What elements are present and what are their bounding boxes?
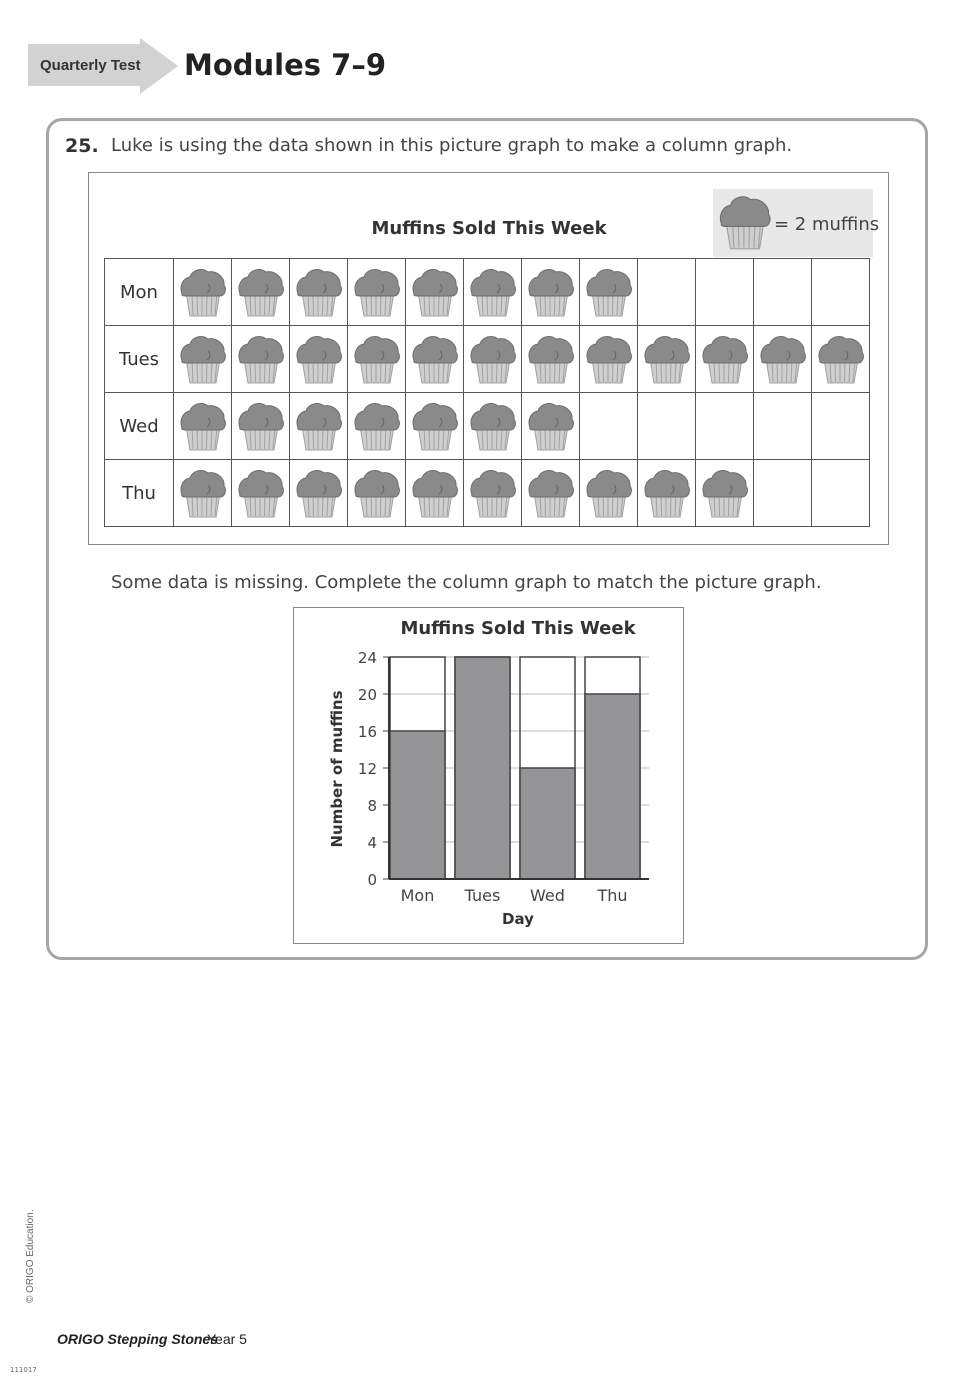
picture-graph-cell: [464, 393, 522, 460]
muffin-icon: [816, 333, 866, 385]
muffin-icon: [700, 333, 750, 385]
picture-graph-cell: [696, 460, 754, 527]
picture-graph-cell: [522, 393, 580, 460]
muffin-icon: [584, 333, 634, 385]
column-graph: [293, 607, 684, 944]
picture-graph-cell: [290, 259, 348, 326]
question-number: 25.: [65, 135, 99, 157]
picture-graph-cell: [580, 259, 638, 326]
picture-graph-day-label: Wed: [105, 393, 174, 460]
picture-graph-cell: [522, 460, 580, 527]
picture-graph-cell: [406, 326, 464, 393]
muffin-icon: [584, 467, 634, 519]
picture-graph-cell: [232, 259, 290, 326]
picture-graph-cell: [406, 259, 464, 326]
picture-graph-cell: [348, 393, 406, 460]
muffin-icon: [468, 266, 518, 318]
footer-year: Year 5: [207, 1331, 247, 1347]
muffin-icon: [526, 467, 576, 519]
muffin-icon: [178, 266, 228, 318]
picture-graph-cell: [812, 259, 870, 326]
picture-graph-cell: [754, 259, 812, 326]
page-title: Modules 7–9: [184, 48, 387, 82]
picture-graph-cell: [232, 393, 290, 460]
x-axis-label: Day: [502, 910, 534, 928]
picture-graph-row: [105, 393, 870, 460]
muffin-icon: [236, 467, 286, 519]
picture-graph-cell: [580, 460, 638, 527]
muffin-icon: [468, 467, 518, 519]
footer-brand: ORIGO Stepping Stones: [57, 1331, 219, 1347]
picture-graph-cell: [638, 259, 696, 326]
muffin-icon: [178, 467, 228, 519]
bar-tues: [455, 657, 510, 879]
y-tick-label: 8: [367, 797, 377, 815]
picture-graph-day-label: Mon: [105, 259, 174, 326]
muffin-icon: [294, 266, 344, 318]
page-code: 111017: [10, 1366, 37, 1374]
muffin-icon: [642, 333, 692, 385]
picture-graph-day-label: Thu: [105, 460, 174, 527]
muffin-icon: [468, 333, 518, 385]
picture-graph-row: [105, 259, 870, 326]
picture-graph-cell: [696, 259, 754, 326]
x-tick-label: Tues: [464, 886, 501, 905]
muffin-icon: [294, 333, 344, 385]
muffin-icon: [526, 333, 576, 385]
picture-graph-cell: [348, 326, 406, 393]
picture-graph-cell: [522, 259, 580, 326]
muffin-icon: [642, 467, 692, 519]
muffin-icon: [294, 400, 344, 452]
muffin-icon: [178, 333, 228, 385]
muffin-icon: [236, 400, 286, 452]
picture-graph-cell: [812, 326, 870, 393]
y-tick-label: 0: [367, 871, 377, 889]
picture-graph-cell: [464, 259, 522, 326]
muffin-icon: [526, 400, 576, 452]
question-text: Luke is using the data shown in this picture graph to make a column graph.: [111, 135, 793, 156]
picture-graph-day-label: Tues: [105, 326, 174, 393]
muffin-icon: [352, 266, 402, 318]
muffin-icon: [526, 266, 576, 318]
y-tick-label: 16: [357, 723, 377, 741]
muffin-icon: [410, 333, 460, 385]
picture-graph-cell: [406, 393, 464, 460]
picture-graph-cell: [580, 326, 638, 393]
picture-graph-cell: [290, 326, 348, 393]
muffin-icon: [236, 333, 286, 385]
x-tick-label: Wed: [530, 886, 565, 905]
picture-graph-cell: [812, 393, 870, 460]
muffin-icon: [700, 467, 750, 519]
picture-graph-row: [105, 326, 870, 393]
muffin-icon: [410, 467, 460, 519]
picture-graph-cell: [174, 460, 232, 527]
muffin-icon: [236, 266, 286, 318]
picture-graph-row: [105, 460, 870, 527]
muffin-icon: [717, 193, 773, 251]
picture-graph-cell: [696, 393, 754, 460]
picture-graph-cell: [580, 393, 638, 460]
muffin-icon: [352, 467, 402, 519]
muffin-icon: [758, 333, 808, 385]
picture-graph-cell: [174, 326, 232, 393]
copyright-notice: © ORIGO Education.: [25, 1209, 36, 1303]
y-axis-label: Number of muffins: [328, 690, 346, 848]
picture-graph-cell: [812, 460, 870, 527]
picture-graph-cell: [754, 326, 812, 393]
muffin-icon: [584, 266, 634, 318]
picture-graph-cell: [232, 326, 290, 393]
picture-graph-cell: [406, 460, 464, 527]
badge-label: Quarterly Test: [40, 57, 141, 74]
picture-graph-cell: [174, 393, 232, 460]
picture-graph-cell: [464, 460, 522, 527]
picture-graph-cell: [638, 460, 696, 527]
muffin-icon: [352, 333, 402, 385]
picture-graph-cell: [696, 326, 754, 393]
bar-mon: [390, 731, 445, 879]
y-tick-label: 12: [357, 760, 377, 778]
picture-graph-cell: [754, 393, 812, 460]
y-tick-label: 24: [357, 649, 377, 667]
picture-graph-cell: [638, 393, 696, 460]
picture-graph-cell: [638, 326, 696, 393]
picture-graph-cell: [348, 460, 406, 527]
picture-graph-cell: [290, 393, 348, 460]
x-tick-label: Thu: [597, 886, 628, 905]
chart-title: Muffins Sold This Week: [400, 618, 636, 639]
picture-graph-key-text: = 2 muffins: [774, 214, 880, 235]
instruction-text: Some data is missing. Complete the column graph to match the picture graph.: [111, 572, 822, 593]
picture-graph-cell: [464, 326, 522, 393]
muffin-icon: [352, 400, 402, 452]
y-tick-label: 20: [357, 686, 377, 704]
bar-thu: [585, 694, 640, 879]
muffin-icon: [410, 266, 460, 318]
picture-graph-title: Muffins Sold This Week: [371, 218, 607, 239]
y-tick-label: 4: [367, 834, 377, 852]
muffin-icon: [178, 400, 228, 452]
picture-graph-cell: [522, 326, 580, 393]
picture-graph-cell: [232, 460, 290, 527]
picture-graph-table: [104, 258, 870, 527]
muffin-icon: [468, 400, 518, 452]
muffin-icon: [294, 467, 344, 519]
picture-graph-cell: [348, 259, 406, 326]
x-tick-label: Mon: [400, 886, 435, 905]
picture-graph-cell: [290, 460, 348, 527]
muffin-icon: [410, 400, 460, 452]
bar-wed: [520, 768, 575, 879]
picture-graph-cell: [174, 259, 232, 326]
picture-graph-cell: [754, 460, 812, 527]
